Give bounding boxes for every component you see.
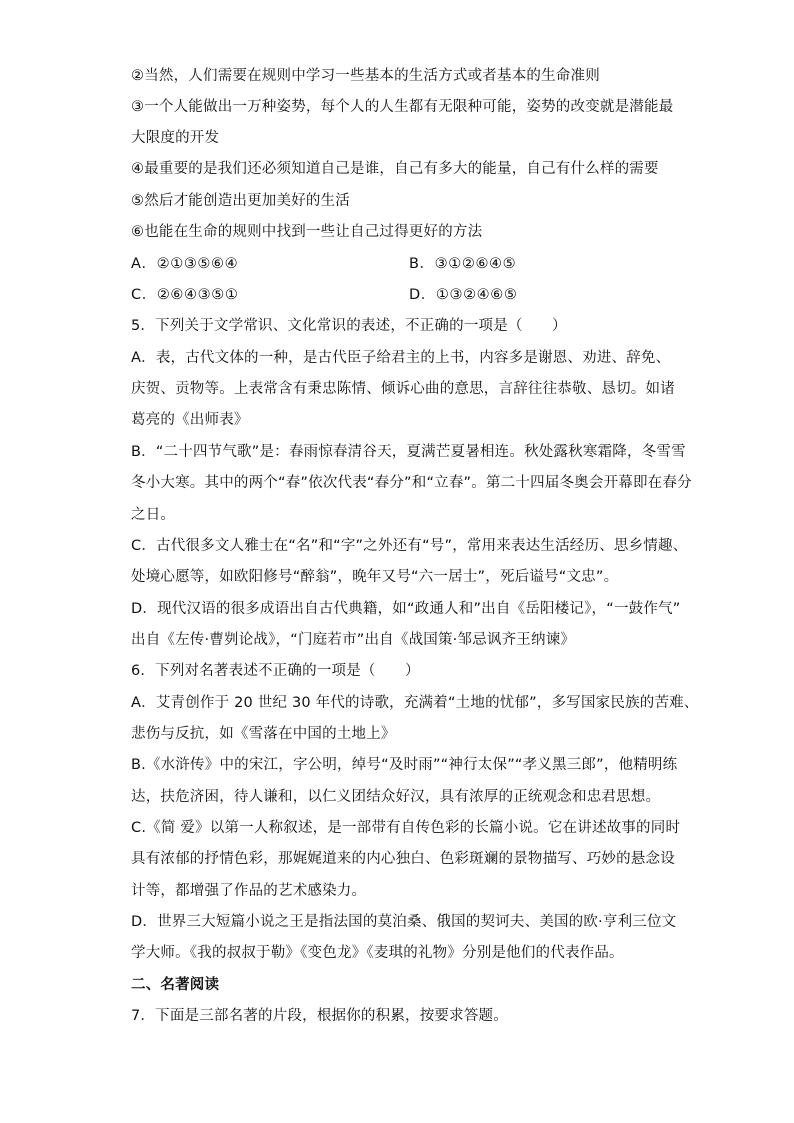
q6-option-b: B.《水浒传》中的宋江，字公明，绰号“及时雨”“神行太保”“孝义黑三郎”，他精明练 (131, 757, 678, 773)
q4-option-c: C．②⑥④③⑤① (131, 287, 239, 303)
section-heading: 二、名著阅读 (131, 977, 220, 993)
sentence-2: ②当然，人们需要在规则中学习一些基本的生活方式或者基本的生命准则 (131, 68, 600, 84)
q5-option-c: C．古代很多文人雅士在“名”和“字”之外还有“号”，常用来表达生活经历、思乡情趣、 (131, 538, 688, 554)
q4-option-a: A．②①③⑤⑥④ (131, 256, 239, 272)
q6-option-a: A．艾青创作于 20 世纪 30 年代的诗歌，充满着“土地的忧郁”，多写国家民族的苦难、 (131, 695, 699, 711)
q6-option-c: 计等，都增强了作品的艺术感染力。 (131, 883, 367, 899)
q6-option-c: 具有浓郁的抒情色彩，那娓娓道来的内心独白、色彩斑斓的景物描写、巧妙的悬念设 (131, 851, 675, 867)
q5-stem: 5．下列关于文学常识、文化常识的表述，不正确的一项是（ ） (131, 318, 567, 334)
sentence-4: ④最重要的是我们还必须知道自己是谁，自己有多大的能量，自己有什么样的需要 (131, 161, 659, 177)
q6-option-d: D．世界三大短篇小说之王是指法国的莫泊桑、俄国的契诃夫、美国的欧·亨利三位文 (131, 914, 677, 930)
q4-option-d: D．①③②④⑥⑤ (409, 287, 518, 303)
q5-option-b: B．“二十四节气歌”是：春雨惊春清谷天，夏满芒夏暑相连。秋处露秋寒霜降，冬雪雪 (131, 444, 686, 460)
q7-stem: 7．下面是三部名著的片段，根据你的积累，按要求答题。 (131, 1008, 508, 1024)
q5-option-b: 之日。 (131, 507, 176, 523)
q5-option-a: 庆贺、贡物等。上表常含有秉忠陈情、倾诉心曲的意思，言辞往往恭敬、恳切。如诸 (131, 381, 675, 397)
q5-option-a: 葛亮的《出师表》 (131, 412, 249, 428)
q4-option-b: B．③①②⑥④⑤ (409, 256, 517, 272)
q6-stem: 6．下列对名著表述不正确的一项是（ ） (131, 663, 420, 679)
q5-option-c: 处境心愿等，如欧阳修号“醉翁”，晚年又号“六一居士”，死后谥号“文忠”。 (131, 569, 619, 585)
q6-option-d: 学大师。《我的叔叔于勒》《变色龙》《麦琪的礼物》分别是他们的代表作品。 (131, 945, 624, 961)
sentence-3: ③一个人能做出一万种姿势，每个人的人生都有无限种可能，姿势的改变就是潜能最 (131, 99, 674, 115)
sentence-5: ⑤然后才能创造出更加美好的生活 (131, 193, 350, 209)
q5-option-b: 冬小大寒。其中的两个“春”依次代表“春分”和“立春”。第二十四届冬奥会开幕即在春分 (131, 475, 692, 491)
q5-option-a: A．表，古代文体的一种，是古代臣子给君主的上书，内容多是谢恩、劝进、辞免、 (131, 350, 671, 366)
q6-option-c: C.《简 爱》以第一人称叙述，是一部带有自传色彩的长篇小说。它在讲述故事的同时 (131, 820, 681, 836)
sentence-6: ⑥也能在生命的规则中找到一些让自己过得更好的方法 (131, 224, 483, 240)
q6-option-a: 悲伤与反抗，如《雪落在中国的土地上》 (131, 726, 396, 742)
q5-option-d: 出自《左传·曹刿论战》，“门庭若市”出自《战国策·邹忌讽齐王纳谏》 (131, 632, 576, 648)
sentence-3-cont: 大限度的开发 (131, 130, 220, 146)
q6-option-b: 达，扶危济困，待人谦和，以仁义团结众好汉，具有浓厚的正统观念和忠君思想。 (131, 789, 661, 805)
q5-option-d: D．现代汉语的很多成语出自古代典籍，如“政通人和”出自《岳阳楼记》，“一鼓作气” (131, 601, 681, 617)
